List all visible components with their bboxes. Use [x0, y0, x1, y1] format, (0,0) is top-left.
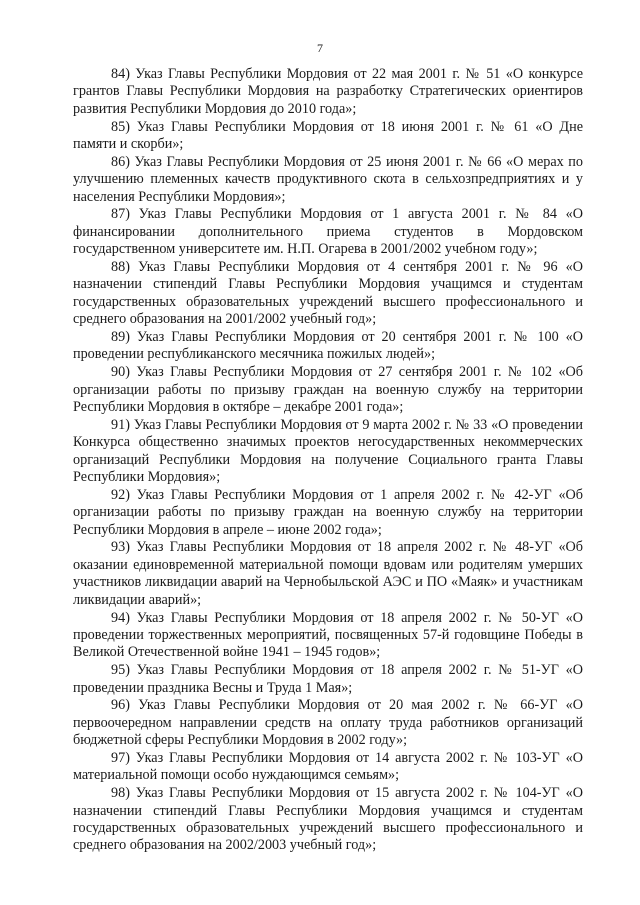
decree-item-90: 90) Указ Главы Республики Мордовия от 27 сентября 2001 г. № 102 «Об организации работы по призыву граждан на военную службу на территории Республики Мордовия в октябре – декабре 2001 года»;	[73, 364, 583, 416]
decree-item-97: 97) Указ Главы Республики Мордовия от 14 августа 2002 г. № 103-УГ «О материальной помощи особо нуждающимся семьям»;	[73, 749, 583, 784]
decree-item-87: 87) Указ Главы Республики Мордовия от 1 августа 2001 г. № 84 «О финансировании дополнительного приема студентов в Мордовском государственном университете им. Н.П. Огарева в 2001/2002 учебном году»;	[73, 206, 583, 258]
decree-item-93: 93) Указ Главы Республики Мордовия от 18 апреля 2002 г. № 48-УГ «Об оказании единовременной материальной помощи вдовам или родителям умерших участников ликвидации аварий на Чернобыльской АЭС и ПО «Маяк» и участникам ликвидации аварий»;	[73, 539, 583, 608]
decree-item-95: 95) Указ Главы Республики Мордовия от 18 апреля 2002 г. № 51-УГ «О проведении праздника Весны и Труда 1 Мая»;	[73, 662, 583, 696]
decree-item-84: 84) Указ Главы Республики Мордовия от 22 мая 2001 г. № 51 «О конкурсе грантов Главы Республики Мордовия на разработку Стратегических ориентиров развития Республики Мордовия до 2010 года»;	[73, 66, 583, 117]
decree-list	[73, 66, 583, 855]
decree-item-92: 92) Указ Главы Республики Мордовия от 1 апреля 2002 г. № 42-УГ «Об организации работы по призыву граждан на военную службу на территории Республики Мордовия в апреле – июне 2002 года»;	[73, 486, 583, 538]
decree-item-86: 86) Указ Главы Республики Мордовия от 25 июня 2001 г. № 66 «О мерах по улучшению племенных качеств продуктивного скота в сельхозпредприятиях и у населения Республики Мордовия»;	[73, 153, 583, 205]
decree-item-98: 98) Указ Главы Республики Мордовия от 15 августа 2002 г. № 104-УГ «О назначении стипендий Главы Республики Мордовия учащимся и студентам государственных образовательных учреждений высшего профессионального и среднего образования на 2002/2003 учебный год»;	[73, 785, 583, 854]
decree-item-88: 88) Указ Главы Республики Мордовия от 4 сентября 2001 г. № 96 «О назначении стипендий Главы Республики Мордовия учащимся и студентам государственных образовательных учреждений высшего профессионального и среднего образования на 2001/2002 учебный год»;	[73, 259, 583, 328]
decree-item-96: 96) Указ Главы Республики Мордовия от 20 мая 2002 г. № 66-УГ «О первоочередном направлении средств на оплату труда работников организаций бюджетной сферы Республики Мордовия в 2002 году»;	[73, 697, 583, 749]
decree-item-91: 91) Указ Главы Республики Мордовия от 9 марта 2002 г. № 33 «О проведении Конкурса общественно значимых проектов негосударственных некоммерческих организаций Республики Мордовия на получение Социального гранта Главы Республики Мордовия»;	[73, 416, 583, 486]
decree-item-85: 85) Указ Главы Республики Мордовия от 18 июня 2001 г. № 61 «О Дне памяти и скорби»;	[73, 118, 583, 153]
decree-item-94: 94) Указ Главы Республики Мордовия от 18 апреля 2002 г. № 50-УГ «О проведении торжественных мероприятий, посвященных 57-й годовщине Победы в Великой Отечественной войне 1941 – 1945 годов»;	[73, 609, 583, 661]
decree-item-89: 89) Указ Главы Республики Мордовия от 20 сентября 2001 г. № 100 «О проведении республиканского месячника пожилых людей»;	[73, 329, 583, 363]
page-number: 7	[317, 41, 323, 55]
